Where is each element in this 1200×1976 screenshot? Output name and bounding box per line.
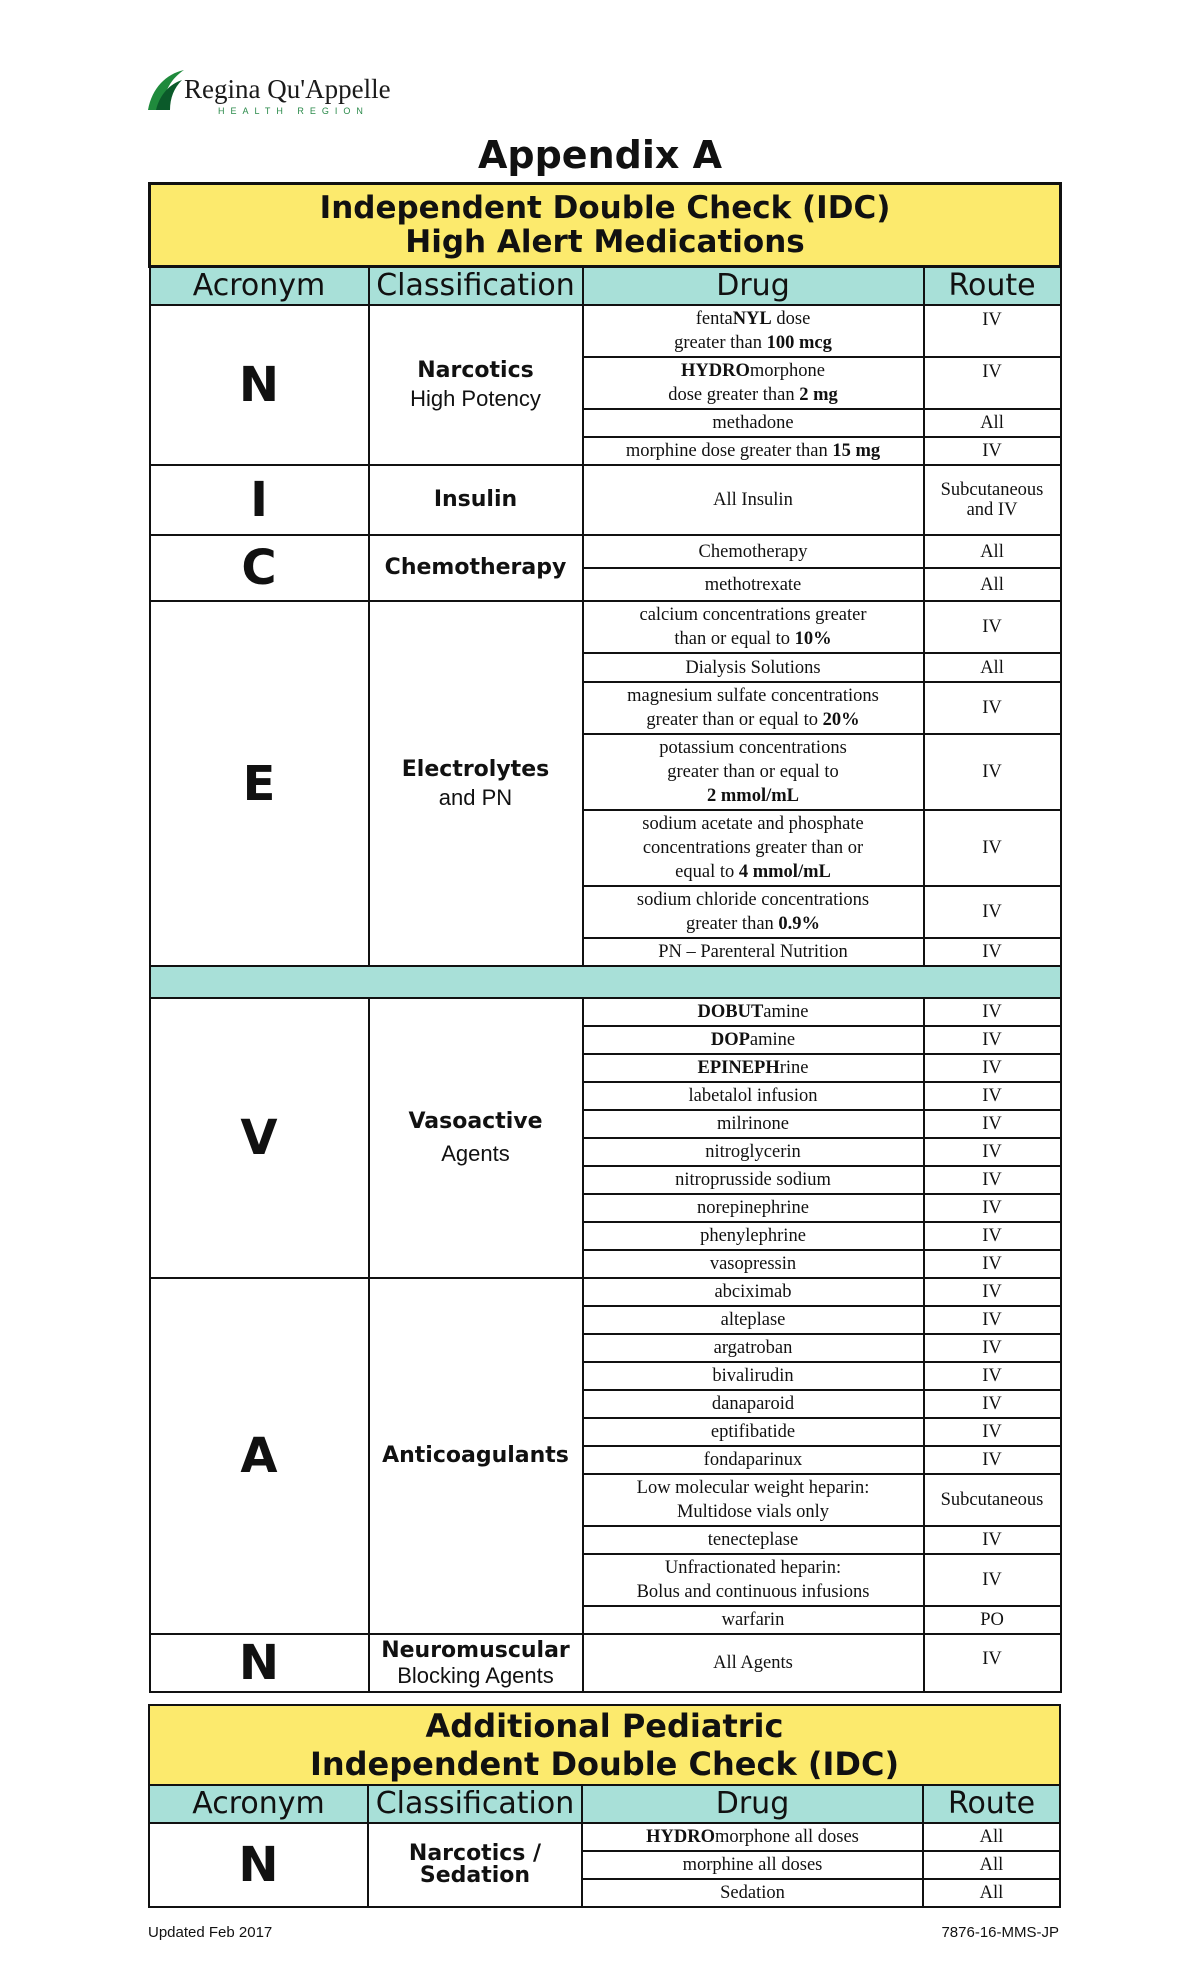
route-fondaparinux: IV (924, 1446, 1061, 1474)
peds-banner-line1: Additional Pediatric (425, 1707, 784, 1745)
header-classification: Classification (369, 267, 583, 306)
drug-warfarin: warfarin (583, 1606, 924, 1634)
drug-milrinone: milrinone (583, 1110, 924, 1138)
route-dialysis: All (924, 653, 1061, 682)
class-insulin: Insulin (369, 465, 583, 535)
drug-argatroban: argatroban (583, 1334, 924, 1362)
drug-sodium-chloride: sodium chloride concentrations greater than 0.9% (583, 886, 924, 938)
acronym-e: E (150, 601, 369, 966)
peds-class-narcotics: Narcotics / Sedation (368, 1823, 582, 1907)
drug-danaparoid: danaparoid (583, 1390, 924, 1418)
route-abciximab: IV (924, 1278, 1061, 1306)
header-acronym: Acronym (150, 267, 369, 306)
route-sodium-chloride: IV (924, 886, 1061, 938)
drug-unfractionated-heparin: Unfractionated heparin: Bolus and continuous infusions (583, 1554, 924, 1606)
route-alteplase: IV (924, 1306, 1061, 1334)
drug-chemotherapy: Chemotherapy (583, 535, 924, 568)
acronym-i: I (150, 465, 369, 535)
route-methadone: All (924, 409, 1061, 437)
logo-subtitle: HEALTH REGION (218, 106, 369, 116)
route-tenecteplase: IV (924, 1526, 1061, 1554)
drug-labetalol: labetalol infusion (583, 1082, 924, 1110)
footer-updated: Updated Feb 2017 (148, 1924, 273, 1941)
class-narcotics-sub: High Potency (410, 386, 541, 411)
route-warfarin: PO (924, 1606, 1061, 1634)
page-title: Appendix A (477, 133, 722, 177)
acronym-v: V (150, 998, 369, 1278)
route-all-agents: IV (924, 1634, 1061, 1692)
peds-column-header-row (149, 1785, 1060, 1823)
drug-abciximab: abciximab (583, 1278, 924, 1306)
drug-fentanyl: fentaNYL dose greater than 100 mcg (583, 305, 924, 357)
route-eptifibatide: IV (924, 1418, 1061, 1446)
route-unfractionated-heparin: IV (924, 1554, 1061, 1606)
drug-dialysis: Dialysis Solutions (583, 653, 924, 682)
drug-dopamine: DOPamine (583, 1026, 924, 1054)
region-logo (146, 68, 406, 124)
route-vasopressin: IV (924, 1250, 1061, 1278)
route-danaparoid: IV (924, 1390, 1061, 1418)
route-sodium-acetate: IV (924, 810, 1061, 886)
footer-code: 7876-16-MMS-JP (941, 1924, 1059, 1941)
peds-drug-sedation: Sedation (582, 1879, 923, 1907)
drug-epinephrine: EPINEPHrine (583, 1054, 924, 1082)
class-narcotics-title: Narcotics (417, 358, 534, 383)
route-calcium: IV (924, 601, 1061, 653)
logo-name: Regina Qu'Appelle (184, 74, 391, 104)
drug-all-agents: All Agents (583, 1634, 924, 1692)
route-nitroglycerin: IV (924, 1138, 1061, 1166)
route-methotrexate: All (924, 568, 1061, 601)
drug-pn: PN – Parenteral Nutrition (583, 938, 924, 966)
drug-magnesium: magnesium sulfate concentrations greater than or equal to 20% (583, 682, 924, 734)
route-potassium: IV (924, 734, 1061, 810)
peds-route-morphine: All (923, 1851, 1060, 1879)
peds-route-hydromorphone: All (923, 1823, 1060, 1851)
drug-fondaparinux: fondaparinux (583, 1446, 924, 1474)
header-route: Route (924, 267, 1061, 306)
acronym-n: N (150, 305, 369, 465)
route-phenylephrine: IV (924, 1222, 1061, 1250)
route-morphine: IV (924, 437, 1061, 465)
route-pn: IV (924, 938, 1061, 966)
acronym-a: A (150, 1278, 369, 1634)
route-dopamine: IV (924, 1026, 1061, 1054)
class-vasoactive: Vasoactive Agents (369, 998, 583, 1278)
route-nitroprusside: IV (924, 1166, 1061, 1194)
route-fentanyl: IV (924, 305, 1061, 357)
acronym-c: C (150, 535, 369, 601)
route-labetalol: IV (924, 1082, 1061, 1110)
drug-bivalirudin: bivalirudin (583, 1362, 924, 1390)
drug-alteplase: alteplase (583, 1306, 924, 1334)
class-anticoagulants: Anticoagulants (369, 1278, 583, 1634)
route-magnesium: IV (924, 682, 1061, 734)
class-electrolytes: Electrolytes and PN (369, 601, 583, 966)
section-spacer (150, 966, 1061, 998)
main-banner-line1: Independent Double Check (IDC) (319, 190, 891, 226)
header-drug: Drug (583, 267, 924, 306)
class-narcotics (369, 305, 583, 465)
drug-calcium: calcium concentrations greater than or equal to 10% (583, 601, 924, 653)
peds-drug-hydromorphone: HYDROmorphone all doses (582, 1823, 923, 1851)
drug-sodium-acetate: sodium acetate and phosphate concentrations greater than or equal to 4 mmol/mL (583, 810, 924, 886)
peds-drug-morphine: morphine all doses (582, 1851, 923, 1879)
column-header-row (150, 267, 1061, 306)
route-norepinephrine: IV (924, 1194, 1061, 1222)
drug-eptifibatide: eptifibatide (583, 1418, 924, 1446)
route-hydromorphone: IV (924, 357, 1061, 409)
class-chemotherapy: Chemotherapy (369, 535, 583, 601)
class-neuromuscular: Neuromuscular Blocking Agents (369, 1634, 583, 1692)
drug-nitroprusside: nitroprusside sodium (583, 1166, 924, 1194)
drug-methotrexate: methotrexate (583, 568, 924, 601)
route-argatroban: IV (924, 1334, 1061, 1362)
peds-banner (149, 1705, 1060, 1785)
drug-morphine: morphine dose greater than 15 mg (583, 437, 924, 465)
pediatric-table (148, 1704, 1061, 1908)
drug-dobutamine: DOBUTamine (583, 998, 924, 1026)
route-lmwh: Subcutaneous (924, 1474, 1061, 1526)
drug-nitroglycerin: nitroglycerin (583, 1138, 924, 1166)
peds-header-drug: Drug (582, 1785, 923, 1823)
drug-norepinephrine: norepinephrine (583, 1194, 924, 1222)
route-milrinone: IV (924, 1110, 1061, 1138)
drug-lmwh: Low molecular weight heparin: Multidose vials only (583, 1474, 924, 1526)
high-alert-table (148, 182, 1062, 1693)
drug-phenylephrine: phenylephrine (583, 1222, 924, 1250)
main-banner (150, 184, 1061, 267)
main-banner-line2: High Alert Medications (405, 224, 805, 260)
drug-potassium: potassium concentrations greater than or equal to 2 mmol/mL (583, 734, 924, 810)
drug-tenecteplase: tenecteplase (583, 1526, 924, 1554)
drug-hydromorphone: HYDROmorphone dose greater than 2 mg (583, 357, 924, 409)
peds-header-classification: Classification (368, 1785, 582, 1823)
drug-vasopressin: vasopressin (583, 1250, 924, 1278)
route-insulin: Subcutaneous and IV (924, 465, 1061, 535)
route-bivalirudin: IV (924, 1362, 1061, 1390)
route-epinephrine: IV (924, 1054, 1061, 1082)
peds-header-acronym: Acronym (149, 1785, 368, 1823)
peds-route-sedation: All (923, 1879, 1060, 1907)
route-chemotherapy: All (924, 535, 1061, 568)
acronym-n-neuromuscular: N (150, 1634, 369, 1692)
drug-all-insulin: All Insulin (583, 465, 924, 535)
peds-acronym-n: N (149, 1823, 368, 1907)
peds-banner-line2: Independent Double Check (IDC) (309, 1745, 900, 1783)
route-dobutamine: IV (924, 998, 1061, 1026)
drug-methadone: methadone (583, 409, 924, 437)
leaf-logo-icon (146, 68, 186, 112)
peds-header-route: Route (923, 1785, 1060, 1823)
